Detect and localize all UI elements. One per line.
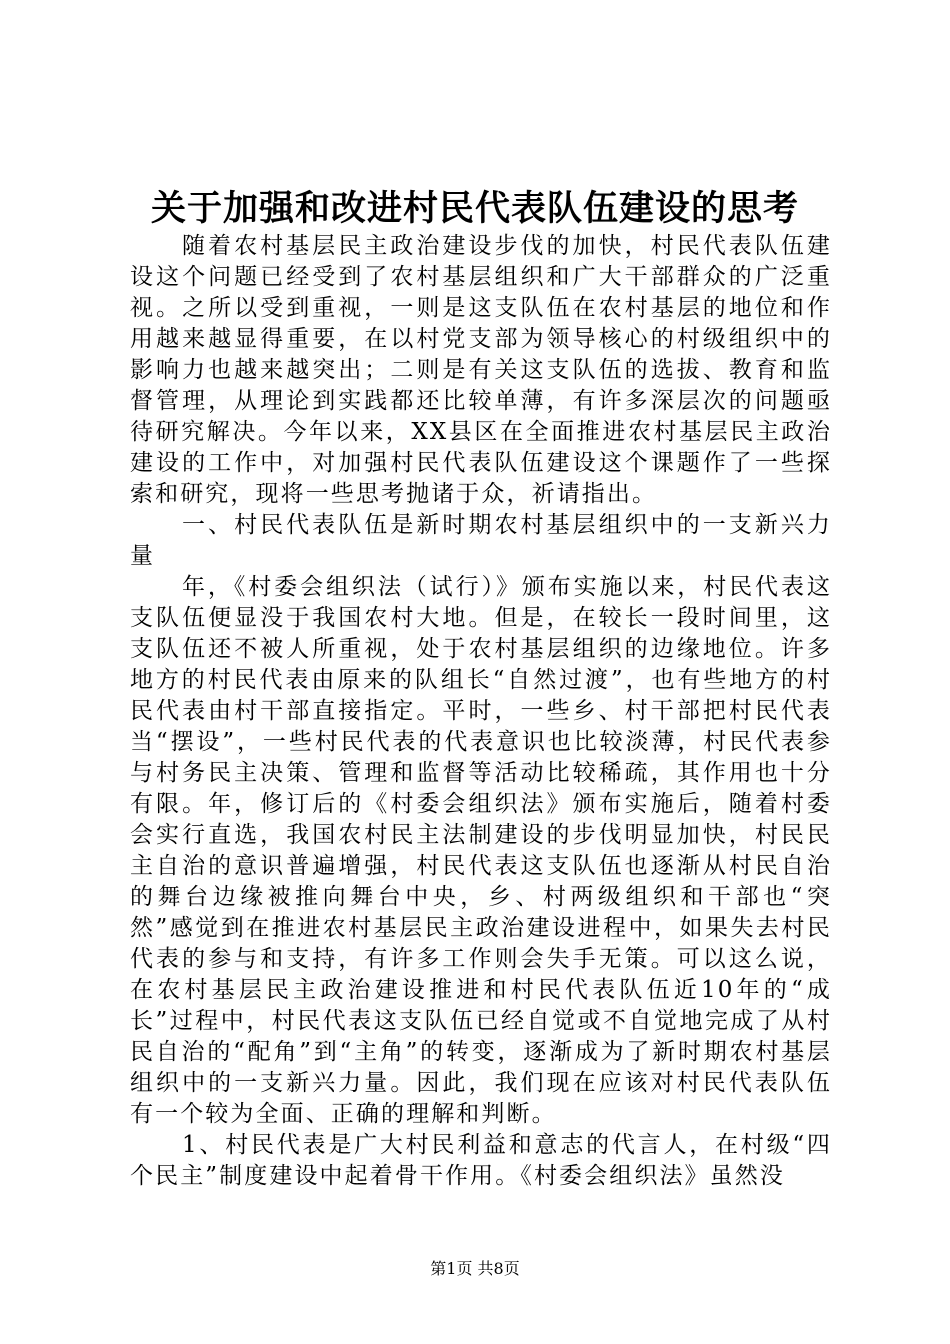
- document-title: 关于加强和改进村民代表队伍建设的思考: [150, 188, 799, 229]
- paragraph: 1、村民代表是广大村民利益和意志的代言人，在村级“四个民主”制度建设中起着骨干作用。《村委会组织法》虽然没: [130, 1132, 832, 1189]
- document-body: [130, 231, 832, 1192]
- paragraph: 随着农村基层民主政治建设步伐的加快，村民代表队伍建设这个问题已经受到了农村基层组织和广大干部群众的广泛重视。之所以受到重视，一则是这支队伍在农村基层的地位和作用越来越显得重要，在以村党支部为领导核心的村级组织中的影响力也越来越突出；二则是有关这支队伍的选拔、教育和监督管理，从理论到实践都还比较单薄，有许多深层次的问题亟待研究解决。今年以来，XX县区在全面推进农村基层民主政治建设的工作中，对加强村民代表队伍建设这个课题作了一些探索和研究，现将一些思考抛诸于众，祈请指出。: [130, 233, 832, 507]
- page-number: 第1页 共8页: [430, 1259, 520, 1278]
- section-heading: 一、村民代表队伍是新时期农村基层组织中的一支新兴力量: [130, 512, 832, 569]
- paragraph: 年，《村委会组织法（试行）》颁布实施以来，村民代表这支队伍便显没于我国农村大地。但是，在较长一段时间里，这支队伍还不被人所重视，处于农村基层组织的边缘地位。许多地方的村民代表由原来的队组长“自然过渡”，也有些地方的村民代表由村干部直接指定。平时，一些乡、村干部把村民代表当“摆设”，一些村民代表的代表意识也比较淡薄，村民代表参与村务民主决策、管理和监督等活动比较稀疏，其作用也十分有限。年，修订后的《村委会组织法》颁布实施后，随着村委会实行直选，我国农村民主法制建设的步伐明显加快，村民民主自治的意识普遍增强，村民代表这支队伍也逐渐从村民自治的舞台边缘被推向舞台中央，乡、村两级组织和干部也“突然”感觉到在推进农村基层民主政治建设进程中，如果失去村民代表的参与和支持，有许多工作则会失手无策。可以这么说，在农村基层民主政治建设推进和村民代表队伍近10年的“成长”过程中，村民代表这支队伍已经自觉或不自觉地完成了从村民自治的“配角”到“主角”的转变，逐渐成为了新时期农村基层组织中的一支新兴力量。因此，我们现在应该对村民代表队伍有一个较为全面、正确的理解和判断。: [130, 574, 832, 1127]
